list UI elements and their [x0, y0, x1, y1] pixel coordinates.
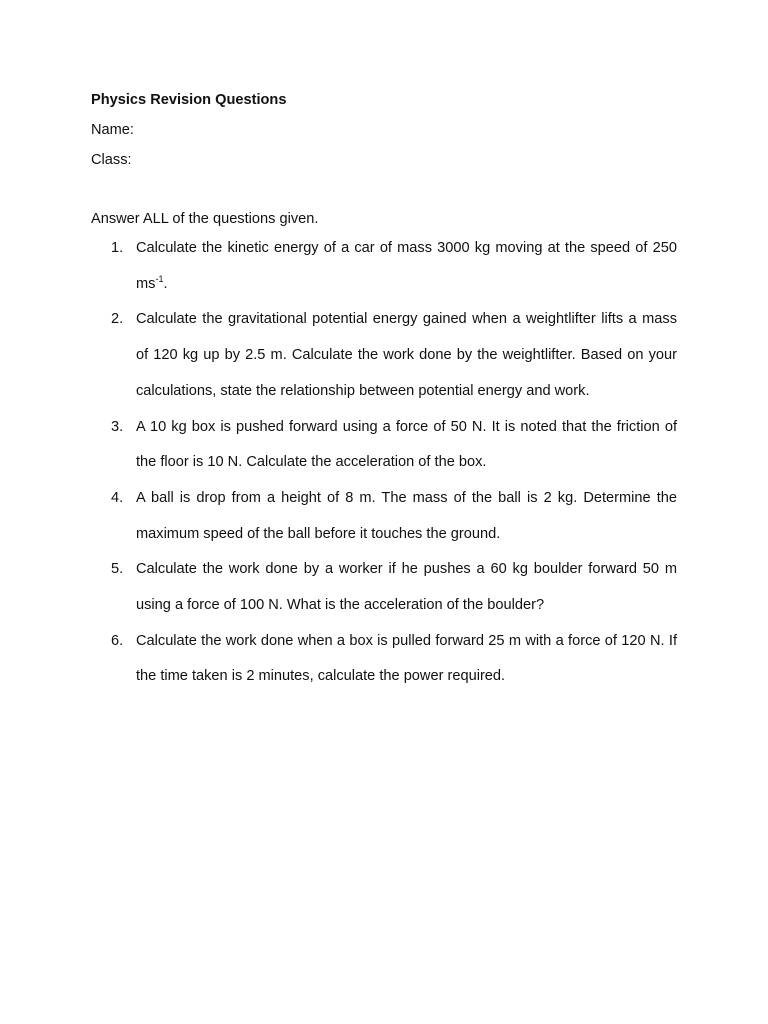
question-number: 5.	[111, 561, 124, 578]
question-text: Calculate the work done by a worker if he pushes a 60 kg boulder forward 50 m using a force of 100 N. What is the acceleration of the boulder?	[136, 561, 677, 614]
question-text: A ball is drop from a height of 8 m. The mass of the ball is 2 kg. Determine the maximum speed of the ball before it touches the ground.	[136, 489, 677, 542]
name-label: Name:	[91, 122, 134, 138]
instruction-text: Answer ALL of the questions given.	[91, 211, 319, 227]
question-number: 1.	[111, 240, 124, 256]
question-number: 3.	[111, 418, 124, 435]
question-text: Calculate the gravitational potential energy gained when a weightlifter lifts a mass of 120 kg up by 2.5 m. Calculate the work done by the weightlifter. Based on your calculations, state the relationship between potential energy and work.	[136, 311, 677, 399]
question-text: Calculate the work done when a box is pulled forward 25 m with a force of 120 N. If the time taken is 2 minutes, calculate the power required.	[136, 632, 677, 685]
question-item	[111, 302, 677, 409]
question-item	[111, 410, 677, 481]
question-item	[111, 231, 677, 302]
question-text: A 10 kg box is pushed forward using a force of 50 N. It is noted that the friction of the floor is 10 N. Calculate the acceleration of the box.	[136, 418, 677, 471]
question-item	[111, 552, 677, 623]
question-number: 6.	[111, 632, 124, 649]
question-text	[136, 231, 677, 302]
question-list	[111, 231, 677, 695]
question-item	[111, 481, 677, 552]
question-number: 4.	[111, 489, 124, 506]
question-number: 2.	[111, 311, 124, 328]
question-item	[111, 624, 677, 695]
page-title: Physics Revision Questions	[91, 92, 287, 108]
class-label: Class:	[91, 152, 132, 168]
question-superscript: -1	[155, 273, 164, 284]
question-text-suffix: .	[163, 275, 168, 292]
question-text-body: Calculate the kinetic energy of a car of mass 3000 kg moving at the speed of 250 ms	[136, 240, 677, 292]
